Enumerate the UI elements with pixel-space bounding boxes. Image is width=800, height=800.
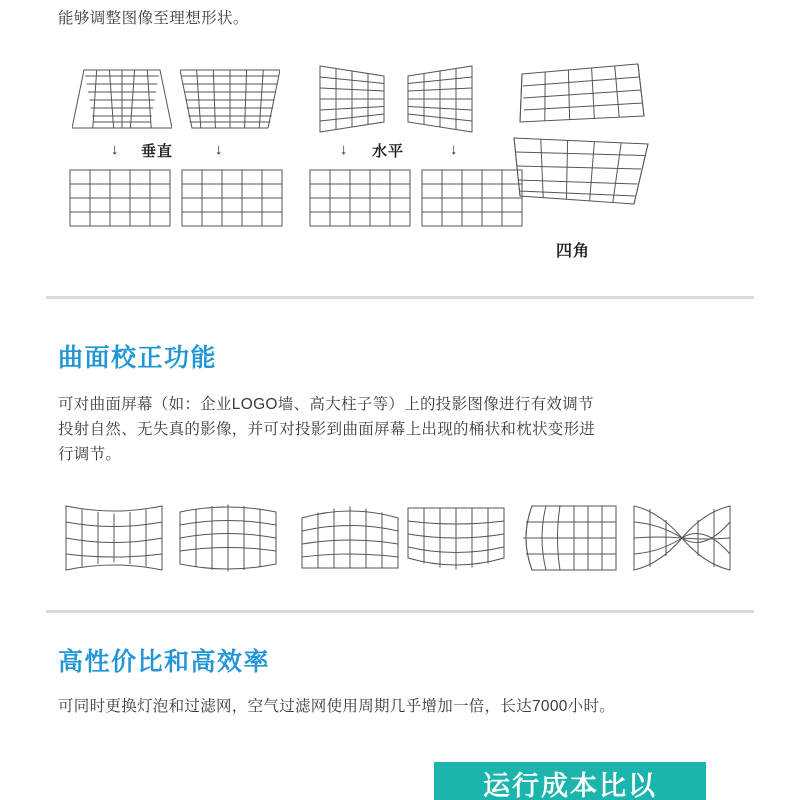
grid-curve-bottom-arc xyxy=(404,502,508,574)
bottom-banner-text: 运行成本比以 xyxy=(483,771,657,800)
grid-curve-left-arc xyxy=(516,502,620,574)
arrow-down-horizontal-left: ↓ xyxy=(340,141,348,158)
label-four-corner: 四角 xyxy=(556,243,591,260)
grid-vertical-corrected-right xyxy=(180,168,284,228)
curve-diagram-group xyxy=(0,495,800,595)
divider-2 xyxy=(46,610,754,613)
section-text-curved-line-2: 投射自然、无失真的影像，并可对投影到曲面屏幕上出现的桶状和枕状变形进 xyxy=(58,421,596,438)
arrow-down-horizontal-right: ↓ xyxy=(450,141,458,158)
grid-vertical-keystone-top-right xyxy=(180,68,280,130)
label-horizontal: 水平 xyxy=(372,143,405,160)
section-text-curved-line-3: 行调节。 xyxy=(58,446,122,463)
grid-corner-keystone-top xyxy=(518,62,646,124)
grid-vertical-keystone-top-left xyxy=(72,68,172,130)
section-title-curved-correction: 曲面校正功能 xyxy=(58,344,218,372)
arrow-down-vertical-left: ↓ xyxy=(111,141,119,158)
grid-curve-wave xyxy=(630,502,734,574)
grid-vertical-corrected-left xyxy=(68,168,172,228)
bottom-banner xyxy=(434,762,706,800)
intro-text: 能够调整图像至理想形状。 xyxy=(58,10,249,27)
grid-curve-top-arc xyxy=(298,502,402,574)
keystone-diagram-group xyxy=(0,50,800,275)
grid-horizontal-keystone-top-left xyxy=(318,64,386,134)
arrow-down-vertical-right: ↓ xyxy=(215,141,223,158)
grid-horizontal-corrected-right xyxy=(420,168,524,228)
grid-curve-barrel-left xyxy=(176,502,280,574)
section-text-curved-line-1: 可对曲面屏幕（如：企业LOGO墙、高大柱子等）上的投影图像进行有效调节 xyxy=(58,396,594,413)
divider-1 xyxy=(46,296,754,299)
label-vertical: 垂直 xyxy=(141,143,174,160)
section-text-cost-line-1: 可同时更换灯泡和过滤网，空气过滤网使用周期几乎增加一倍，长达7000小时。 xyxy=(58,698,616,715)
grid-curve-pincushion-left xyxy=(62,502,166,574)
section-title-cost-efficiency: 高性价比和高效率 xyxy=(58,648,271,676)
grid-horizontal-keystone-top-right xyxy=(406,64,474,134)
grid-corner-keystone-bottom xyxy=(512,134,652,206)
grid-horizontal-corrected-left xyxy=(308,168,412,228)
